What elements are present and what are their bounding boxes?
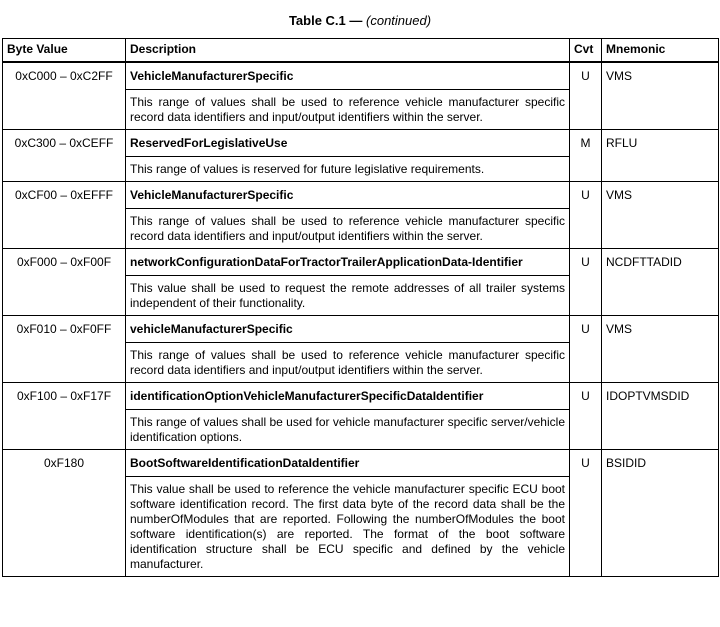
- mnemonic-cell: RFLU: [602, 130, 719, 182]
- caption-suffix: (continued): [366, 13, 432, 28]
- byte-value-cell: 0xC000 – 0xC2FF: [3, 62, 126, 130]
- caption-title: Table C.1 —: [288, 13, 363, 28]
- byte-value-cell: 0xCF00 – 0xEFFF: [3, 182, 126, 249]
- description-cell: [126, 249, 570, 316]
- cvt-cell: U: [570, 249, 602, 316]
- table-row: [3, 62, 719, 130]
- cvt-cell: M: [570, 130, 602, 182]
- cvt-cell: U: [570, 450, 602, 577]
- identifier-name: networkConfigurationDataForTractorTrailerApplicationData-Identifier: [130, 255, 523, 269]
- table-row: [3, 249, 719, 316]
- byte-value-cell: 0xC300 – 0xCEFF: [3, 130, 126, 182]
- table-row: [3, 130, 719, 182]
- byte-value-cell: 0xF100 – 0xF17F: [3, 383, 126, 450]
- cvt-cell: U: [570, 316, 602, 383]
- cvt-cell: U: [570, 383, 602, 450]
- description-cell: [126, 383, 570, 450]
- mnemonic-cell: VMS: [602, 62, 719, 130]
- identifier-name: VehicleManufacturerSpecific: [130, 188, 294, 202]
- cvt-cell: U: [570, 182, 602, 249]
- table-row: [3, 450, 719, 577]
- header-byte-value: Byte Value: [3, 39, 126, 63]
- header-row: [3, 39, 719, 63]
- mnemonic-cell: BSIDID: [602, 450, 719, 577]
- table-row: [3, 316, 719, 383]
- byte-value-cell: 0xF010 – 0xF0FF: [3, 316, 126, 383]
- mnemonic-cell: NCDFTTADID: [602, 249, 719, 316]
- table-caption: [0, 0, 720, 29]
- identifier-description: This value shall be used to reference the vehicle manufacturer specific ECU boot software identification record. The first data byte of the record data shall be the numberOfModules that are reported. Following the numberOfModules the boot software identification(s) are reported. The format of the boot software identification structure shall be ECU specific and defined by the vehicle manufacturer.: [130, 482, 565, 571]
- identifier-description: This range of values shall be used for vehicle manufacturer specific server/vehicle identification options.: [130, 415, 565, 444]
- identifier-name: ReservedForLegislativeUse: [130, 136, 288, 150]
- description-cell: [126, 62, 570, 130]
- identifier-description: This range of values shall be used to reference vehicle manufacturer specific record data identifiers and input/output identifiers within the server.: [130, 95, 565, 124]
- description-cell: [126, 182, 570, 249]
- mnemonic-cell: IDOPTVMSDID: [602, 383, 719, 450]
- identifier-description: This value shall be used to request the remote addresses of all trailer systems independent of their functionality.: [130, 281, 565, 310]
- identifier-description: This range of values shall be used to reference vehicle manufacturer specific record data identifiers and input/output identifiers within the server.: [130, 348, 565, 377]
- header-description: Description: [126, 39, 570, 63]
- description-cell: [126, 450, 570, 577]
- byte-value-cell: 0xF180: [3, 450, 126, 577]
- mnemonic-cell: VMS: [602, 182, 719, 249]
- identifier-name: VehicleManufacturerSpecific: [130, 69, 294, 83]
- header-mnemonic: Mnemonic: [602, 39, 719, 63]
- table-row: [3, 383, 719, 450]
- identifier-name: BootSoftwareIdentificationDataIdentifier: [130, 456, 360, 470]
- description-cell: [126, 316, 570, 383]
- cvt-cell: U: [570, 62, 602, 130]
- identifier-description: This range of values shall be used to reference vehicle manufacturer specific record data identifiers and input/output identifiers within the server.: [130, 214, 565, 243]
- byte-value-cell: 0xF000 – 0xF00F: [3, 249, 126, 316]
- table-row: [3, 182, 719, 249]
- mnemonic-cell: VMS: [602, 316, 719, 383]
- identifier-table: [2, 38, 719, 577]
- identifier-name: vehicleManufacturerSpecific: [130, 322, 293, 336]
- description-cell: [126, 130, 570, 182]
- identifier-description: This range of values is reserved for future legislative requirements.: [130, 162, 485, 176]
- identifier-name: identificationOptionVehicleManufacturerSpecificDataIdentifier: [130, 389, 484, 403]
- header-cvt: Cvt: [570, 39, 602, 63]
